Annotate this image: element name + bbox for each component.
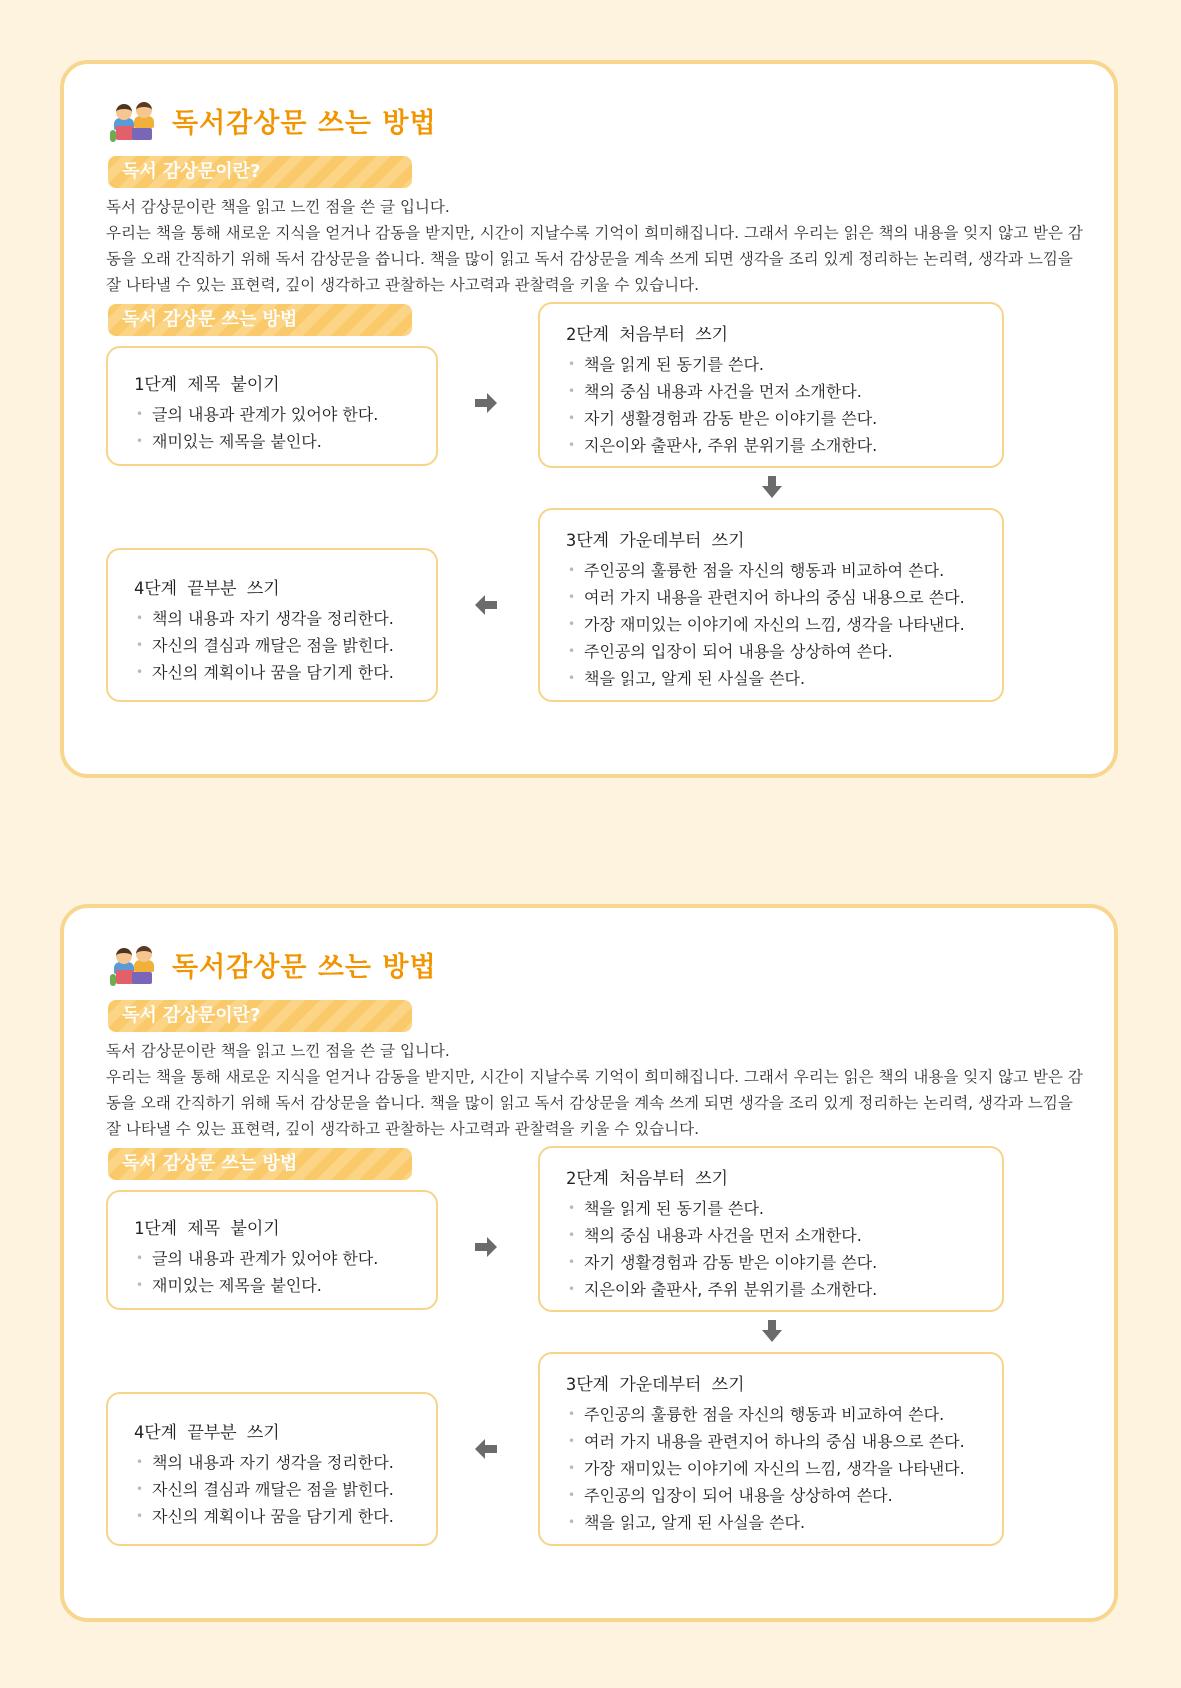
list-item: • 책을 읽고, 알게 된 사실을 쓴다. <box>566 665 976 692</box>
list-item: • 지은이와 출판사, 주위 분위기를 소개한다. <box>566 1276 976 1303</box>
list-item: • 지은이와 출판사, 주위 분위기를 소개한다. <box>566 432 976 459</box>
list-item: • 여러 가지 내용을 관련지어 하나의 중심 내용으로 쓴다. <box>566 1428 976 1455</box>
list-item: • 자기 생활경험과 감동 받은 이야기를 쓴다. <box>566 405 976 432</box>
list-item: • 여러 가지 내용을 관련지어 하나의 중심 내용으로 쓴다. <box>566 584 976 611</box>
arrow-right-icon <box>473 1234 499 1260</box>
step-4-box <box>106 1392 438 1546</box>
page-title: 독서감상문 쓰는 방법 <box>172 107 437 139</box>
list-item: • 자기 생활경험과 감동 받은 이야기를 쓴다. <box>566 1249 976 1276</box>
intro-line: 독서 감상문이란 책을 읽고 느낀 점을 쓴 글 입니다. <box>106 198 450 216</box>
arrow-down-icon <box>759 1318 785 1344</box>
step-2-box <box>538 1146 1004 1312</box>
section-label-what: 독서 감상문이란? <box>108 1000 412 1032</box>
list-item: • 책을 읽게 된 동기를 쓴다. <box>566 1195 976 1222</box>
list-item: • 재미있는 제목을 붙인다. <box>134 428 410 455</box>
kids-reading-icon <box>110 942 162 986</box>
step-3-box <box>538 1352 1004 1546</box>
arrow-left-icon <box>473 1436 499 1462</box>
arrow-left-icon <box>473 592 499 618</box>
list-item: • 자신의 계획이나 꿈을 담기게 한다. <box>134 1503 410 1530</box>
intro-paragraph: 우리는 책을 통해 새로운 지식을 얻거나 감동을 받지만, 시간이 지날수록 기억이 희미해집니다. 그래서 우리는 읽은 책의 내용을 잊지 않고 받은 감동을 오래 간직하기 위해 독서 감상문을 씁니다. 책을 많이 읽고 독서 감상문을 계속 쓰게 되면 생각을 조리 있게 정리하는 논리력, 생각과 느낌을 잘 나타낼 수 있는 표현력, 깊이 생각하고 관찰하는 사고력과 관찰력을 키울 수 있습니다. <box>106 1068 1083 1138</box>
step-4-box <box>106 548 438 702</box>
step-list <box>134 401 410 455</box>
guide-card <box>60 904 1118 1622</box>
card-header <box>110 942 437 986</box>
list-item: • 책을 읽게 된 동기를 쓴다. <box>566 351 976 378</box>
arrow-down-icon <box>759 474 785 500</box>
section-label-how: 독서 감상문 쓰는 방법 <box>108 304 412 336</box>
section-label-what: 독서 감상문이란? <box>108 156 412 188</box>
list-item: • 책의 내용과 자기 생각을 정리한다. <box>134 1449 410 1476</box>
list-item: • 글의 내용과 관계가 있어야 한다. <box>134 1245 410 1272</box>
step-title: 4단계 끝부분 쓰기 <box>134 1423 280 1443</box>
step-2-box <box>538 302 1004 468</box>
step-title: 2단계 처음부터 쓰기 <box>566 325 729 345</box>
step-list <box>134 605 410 686</box>
arrow-right-icon <box>473 390 499 416</box>
step-title: 1단계 제목 붙이기 <box>134 375 280 395</box>
step-title: 3단계 가운데부터 쓰기 <box>566 1375 745 1395</box>
list-item: • 책의 중심 내용과 사건을 먼저 소개한다. <box>566 1222 976 1249</box>
guide-card <box>60 60 1118 778</box>
step-list <box>566 557 976 692</box>
intro-text <box>106 1038 1086 1142</box>
step-list <box>566 1195 976 1303</box>
step-title: 2단계 처음부터 쓰기 <box>566 1169 729 1189</box>
section-label-how: 독서 감상문 쓰는 방법 <box>108 1148 412 1180</box>
list-item: • 주인공의 훌륭한 점을 자신의 행동과 비교하여 쓴다. <box>566 1401 976 1428</box>
list-item: • 주인공의 입장이 되어 내용을 상상하여 쓴다. <box>566 638 976 665</box>
step-list <box>134 1245 410 1299</box>
list-item: • 가장 재미있는 이야기에 자신의 느낌, 생각을 나타낸다. <box>566 1455 976 1482</box>
list-item: • 책의 중심 내용과 사건을 먼저 소개한다. <box>566 378 976 405</box>
card-header <box>110 98 437 142</box>
step-list <box>566 351 976 459</box>
list-item: • 자신의 계획이나 꿈을 담기게 한다. <box>134 659 410 686</box>
intro-text <box>106 194 1086 298</box>
step-1-box <box>106 1190 438 1310</box>
page-title: 독서감상문 쓰는 방법 <box>172 951 437 983</box>
list-item: • 책을 읽고, 알게 된 사실을 쓴다. <box>566 1509 976 1536</box>
list-item: • 가장 재미있는 이야기에 자신의 느낌, 생각을 나타낸다. <box>566 611 976 638</box>
step-title: 4단계 끝부분 쓰기 <box>134 579 280 599</box>
step-list <box>134 1449 410 1530</box>
list-item: • 자신의 결심과 깨달은 점을 밝힌다. <box>134 1476 410 1503</box>
kids-reading-icon <box>110 98 162 142</box>
step-title: 3단계 가운데부터 쓰기 <box>566 531 745 551</box>
step-title: 1단계 제목 붙이기 <box>134 1219 280 1239</box>
intro-line: 독서 감상문이란 책을 읽고 느낀 점을 쓴 글 입니다. <box>106 1042 450 1060</box>
list-item: • 책의 내용과 자기 생각을 정리한다. <box>134 605 410 632</box>
list-item: • 자신의 결심과 깨달은 점을 밝힌다. <box>134 632 410 659</box>
step-1-box <box>106 346 438 466</box>
step-3-box <box>538 508 1004 702</box>
intro-paragraph: 우리는 책을 통해 새로운 지식을 얻거나 감동을 받지만, 시간이 지날수록 기억이 희미해집니다. 그래서 우리는 읽은 책의 내용을 잊지 않고 받은 감동을 오래 간직하기 위해 독서 감상문을 씁니다. 책을 많이 읽고 독서 감상문을 계속 쓰게 되면 생각을 조리 있게 정리하는 논리력, 생각과 느낌을 잘 나타낼 수 있는 표현력, 깊이 생각하고 관찰하는 사고력과 관찰력을 키울 수 있습니다. <box>106 224 1083 294</box>
list-item: • 주인공의 입장이 되어 내용을 상상하여 쓴다. <box>566 1482 976 1509</box>
list-item: • 글의 내용과 관계가 있어야 한다. <box>134 401 410 428</box>
step-list <box>566 1401 976 1536</box>
list-item: • 주인공의 훌륭한 점을 자신의 행동과 비교하여 쓴다. <box>566 557 976 584</box>
list-item: • 재미있는 제목을 붙인다. <box>134 1272 410 1299</box>
